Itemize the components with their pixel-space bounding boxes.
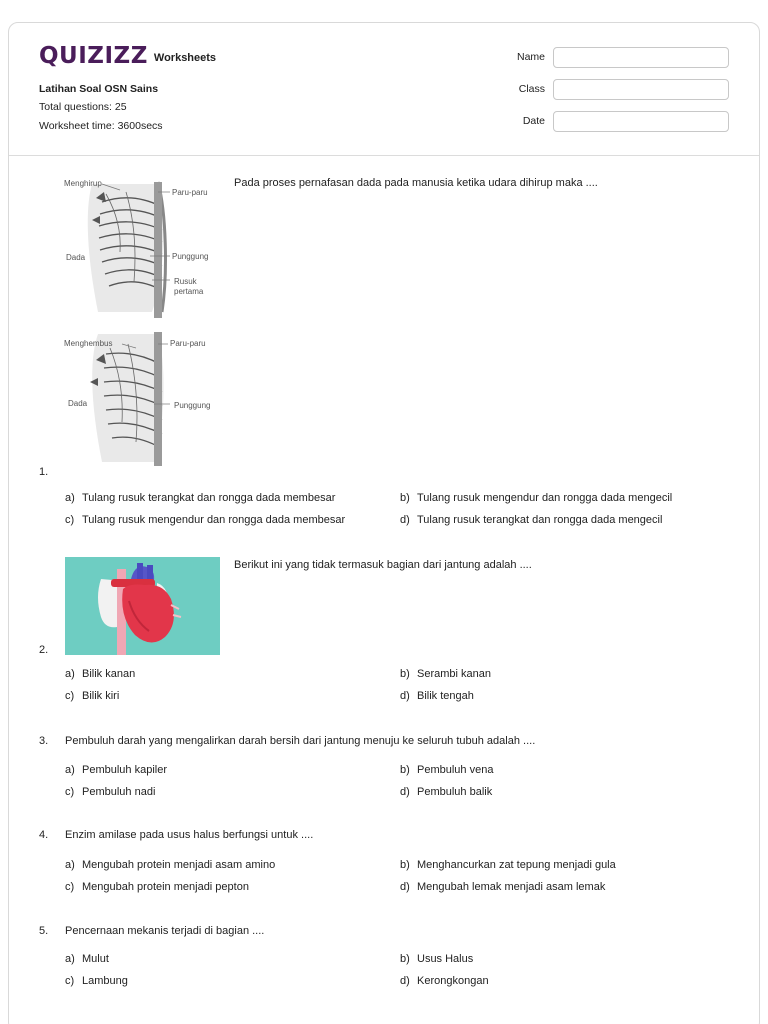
date-label: Date (522, 115, 545, 127)
inhale-label-rusuk: Rusuk (174, 277, 197, 286)
question-3-option-a (65, 764, 167, 776)
option-letter: a) (65, 859, 75, 871)
question-3-option-d (400, 786, 492, 798)
option-text: Pembuluh balik (417, 786, 493, 798)
question-2-option-a (65, 668, 135, 680)
question-2-option-b (400, 668, 491, 680)
option-text: Pembuluh nadi (82, 786, 156, 798)
worksheet-time: Worksheet time: 3600secs (39, 120, 163, 132)
option-text: Lambung (82, 975, 128, 987)
exhale-label-punggung: Punggung (174, 401, 211, 410)
inhale-label-paru: Paru-paru (172, 188, 208, 197)
option-text: Mengubah lemak menjadi asam lemak (417, 881, 606, 893)
exhale-label-paru: Paru-paru (170, 339, 206, 348)
option-letter: c) (65, 881, 75, 893)
exhale-label-dada: Dada (68, 399, 88, 408)
question-4-text: Enzim amilase pada usus halus berfungsi untuk .... (65, 829, 314, 841)
inhale-label-punggung: Punggung (172, 252, 209, 261)
exhale-torso-figure (90, 332, 164, 466)
option-letter: b) (400, 668, 410, 680)
question-4-option-d (400, 881, 605, 893)
option-letter: d) (400, 975, 410, 987)
option-text: Tulang rusuk terangkat dan rongga dada membesar (82, 492, 336, 504)
total-questions: Total questions: 25 (39, 101, 127, 113)
question-5-number: 5. (39, 925, 49, 937)
inhale-torso-figure (88, 182, 166, 318)
question-1-option-c (65, 514, 345, 526)
inhale-label-dada: Dada (66, 253, 86, 262)
option-letter: d) (400, 881, 410, 893)
option-letter: c) (65, 786, 75, 798)
inhale-label-pertama: pertama (174, 287, 204, 296)
question-5-option-b (400, 953, 473, 965)
logo-wordmark: QUIZIZZ (39, 43, 148, 69)
option-text: Tulang rusuk terangkat dan rongga dada mengecil (417, 514, 663, 526)
question-3-text: Pembuluh darah yang mengalirkan darah bersih dari jantung menuju ke seluruh tubuh adalah .... (65, 735, 536, 747)
option-text: Bilik kiri (82, 690, 120, 702)
option-letter: c) (65, 514, 75, 526)
option-text: Mengubah protein menjadi pepton (82, 881, 249, 893)
question-2-number: 2. (39, 644, 49, 656)
option-text: Pembuluh kapiler (82, 764, 167, 776)
question-5-option-d (400, 975, 489, 987)
exhale-label-menghembus: Menghembus (64, 339, 113, 348)
question-5-option-a (65, 953, 109, 965)
question-2-text: Berikut ini yang tidak termasuk bagian dari jantung adalah .... (234, 559, 532, 571)
option-letter: c) (65, 975, 75, 987)
option-letter: b) (400, 953, 410, 965)
question-4-option-b (400, 859, 616, 871)
option-letter: d) (400, 690, 410, 702)
question-2-option-d (400, 690, 474, 702)
question-1-option-a (65, 492, 335, 504)
question-1-text: Pada proses pernafasan dada pada manusia ketika udara dihirup maka .... (234, 177, 598, 189)
option-text: Tulang rusuk mengendur dan rongga dada mengecil (417, 492, 673, 504)
logo-subtitle: Worksheets (153, 51, 217, 64)
question-3-option-b (400, 764, 493, 776)
option-letter: c) (65, 690, 75, 702)
option-letter: a) (65, 764, 75, 776)
class-label: Class (518, 83, 545, 95)
option-letter: a) (65, 668, 75, 680)
option-letter: b) (400, 859, 410, 871)
question-4-option-a (65, 859, 275, 871)
option-text: Tulang rusuk mengendur dan rongga dada membesar (82, 514, 346, 526)
option-text: Mengubah protein menjadi asam amino (82, 859, 276, 871)
option-letter: d) (400, 514, 410, 526)
question-1-option-b (400, 492, 672, 504)
question-4-number: 4. (39, 829, 49, 841)
worksheet-title: Latihan Soal OSN Sains (39, 83, 159, 95)
option-letter: a) (65, 953, 75, 965)
option-text: Kerongkongan (417, 975, 489, 987)
option-text: Usus Halus (417, 953, 474, 965)
option-letter: b) (400, 764, 410, 776)
option-text: Bilik kanan (82, 668, 136, 680)
name-label: Name (516, 51, 545, 63)
option-text: Pembuluh vena (417, 764, 494, 776)
question-5-text: Pencernaan mekanis terjadi di bagian .... (65, 925, 265, 937)
question-4-option-c (65, 881, 249, 893)
question-1-option-d (400, 514, 662, 526)
option-text: Bilik tengah (417, 690, 474, 702)
question-3-option-c (65, 786, 155, 798)
option-letter: b) (400, 492, 410, 504)
heart-illustration-image (65, 557, 220, 655)
breathing-diagram-image (62, 172, 222, 472)
inhale-label-menghirup: Menghirup (64, 179, 102, 188)
question-5-option-c (65, 975, 128, 987)
question-1-number: 1. (39, 466, 49, 478)
option-letter: a) (65, 492, 75, 504)
option-text: Mulut (82, 953, 109, 965)
option-letter: d) (400, 786, 410, 798)
question-2-option-c (65, 690, 119, 702)
option-text: Serambi kanan (417, 668, 491, 680)
option-text: Menghancurkan zat tepung menjadi gula (417, 859, 616, 871)
question-3-number: 3. (39, 735, 49, 747)
